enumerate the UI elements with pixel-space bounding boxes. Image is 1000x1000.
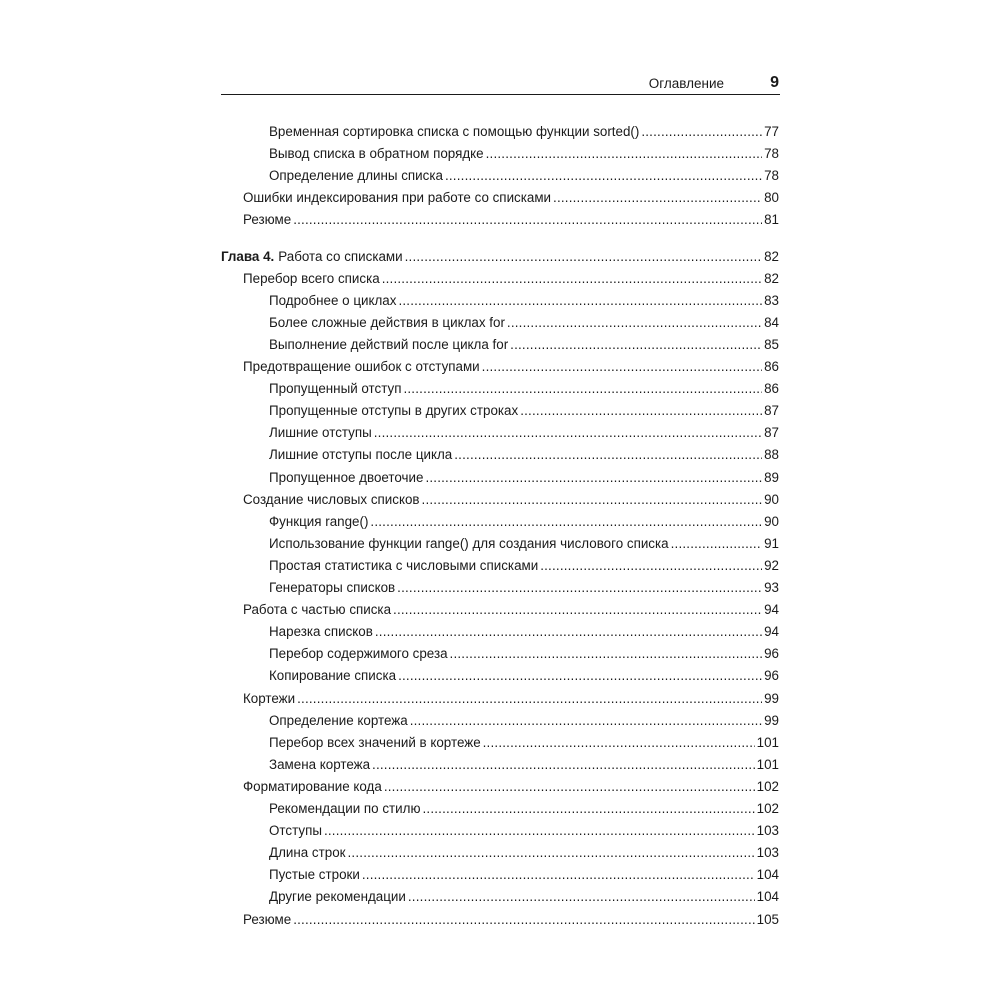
toc-entry [221, 247, 779, 267]
toc-entry [221, 556, 779, 576]
dot-leader [671, 534, 762, 554]
dot-leader [423, 799, 755, 819]
toc-entry [221, 821, 779, 841]
dot-leader [486, 144, 762, 164]
dot-leader [375, 622, 762, 642]
toc-entry-page: 82 [764, 248, 779, 264]
running-header [221, 74, 780, 95]
toc-entry-page: 103 [756, 845, 779, 861]
toc-entry [221, 144, 779, 164]
toc-entry-title: Простая статистика с числовыми списками [269, 557, 539, 573]
toc-entry [221, 122, 779, 142]
toc-entry [221, 622, 779, 642]
toc-entry-title: Рекомендации по стилю [269, 801, 421, 816]
toc-entry-page: 77 [764, 124, 779, 139]
toc-entry-page: 99 [764, 690, 779, 706]
dot-leader [362, 865, 755, 885]
toc-entry-page: 93 [764, 580, 779, 595]
toc-entry [221, 865, 779, 885]
toc-entry-page: 94 [764, 602, 779, 618]
chapter-label: Глава 4. [221, 248, 275, 264]
toc-entry [221, 269, 779, 289]
toc-entry-page: 80 [764, 190, 779, 206]
toc-entry-page: 104 [756, 889, 779, 905]
toc-entry [221, 644, 779, 664]
toc-entry [221, 843, 779, 863]
toc-entry [221, 335, 779, 355]
toc-entry-title: Нарезка списков [269, 624, 373, 640]
dot-leader [510, 335, 762, 355]
dot-leader [553, 188, 762, 208]
dot-leader [393, 600, 762, 620]
dot-leader [297, 689, 762, 709]
toc-entry-title: Резюме [243, 911, 292, 927]
dot-leader [483, 733, 755, 753]
toc-entry-title: Подробнее о циклах [269, 292, 397, 308]
toc-entry [221, 512, 779, 532]
toc-entry-page: 94 [764, 624, 779, 640]
header-title: Оглавление [648, 76, 724, 91]
dot-leader [540, 556, 762, 576]
dot-leader [382, 269, 762, 289]
dot-leader [520, 401, 762, 421]
dot-leader [397, 578, 762, 598]
toc-entry-page: 87 [764, 403, 779, 419]
toc-entry-title: Определение кортежа [269, 712, 408, 728]
toc-entry-title: Функция range() [269, 513, 369, 529]
toc-entry-title: Длина строк [269, 845, 346, 861]
toc-entry-title: Отступы [269, 823, 322, 839]
toc-entry-page: 96 [764, 668, 779, 684]
dot-leader [370, 512, 762, 532]
toc-entry [221, 313, 779, 333]
toc-entry-title: Перебор содержимого среза [269, 646, 448, 662]
toc-entry-title: Форматирование кода [243, 778, 382, 794]
toc-entry-page: 102 [756, 778, 779, 794]
toc-entry [221, 534, 779, 554]
toc-entry-title: Работа со списками [278, 248, 403, 264]
toc-entry-title: Замена кортежа [269, 756, 371, 772]
toc-entry [221, 733, 779, 753]
toc-entry-page: 101 [756, 756, 779, 772]
dot-leader [398, 291, 762, 311]
toc-entry-title: Определение длины списка [269, 168, 443, 184]
dot-leader [405, 247, 762, 267]
toc-entry-title: Использование функции range() для создания числового списка [269, 535, 669, 551]
dot-leader [482, 357, 762, 377]
dot-leader [445, 166, 762, 186]
toc-entry [221, 188, 779, 208]
toc-entry [221, 799, 779, 819]
toc-entry-title: Пропущенный отступ [269, 381, 402, 397]
toc-entry [221, 689, 779, 709]
toc-entry-title: Пропущенное двоеточие [269, 469, 424, 485]
toc-entry [221, 600, 779, 620]
dot-leader [293, 910, 754, 930]
dot-leader [425, 468, 762, 488]
page-number: 9 [770, 74, 779, 91]
toc-entry [221, 423, 779, 443]
toc-entry-page: 85 [764, 336, 779, 352]
toc-entry-page: 103 [756, 823, 779, 839]
toc-entry-title: Копирование списка [269, 668, 397, 684]
toc-entry [221, 777, 779, 797]
toc-entry [221, 578, 779, 598]
toc-entry-title: Генераторы списков [269, 580, 396, 595]
toc-entry-page: 105 [756, 911, 779, 927]
toc-entry-page: 86 [764, 359, 779, 374]
dot-leader [398, 666, 762, 686]
toc-entry-page: 96 [764, 646, 779, 662]
toc-entry-page: 102 [756, 801, 779, 816]
toc-entry-page: 91 [764, 535, 779, 551]
toc-entry-page: 89 [764, 469, 779, 485]
toc-entry-page: 86 [764, 381, 779, 397]
dot-leader [454, 445, 762, 465]
toc-entry-page: 78 [764, 146, 779, 162]
toc-entry-title: Пропущенные отступы в других строках [269, 403, 519, 419]
dot-leader [372, 755, 755, 775]
toc-entry-title: Перебор всего списка [243, 270, 380, 286]
toc-entry-title: Лишние отступы [269, 425, 372, 441]
toc-entry [221, 401, 779, 421]
dot-leader [324, 821, 755, 841]
toc-entry-title: Более сложные действия в циклах for [269, 314, 505, 330]
toc-entry-title: Работа с частью списка [243, 602, 392, 618]
toc-entry [221, 666, 779, 686]
toc-entry-title: Другие рекомендации [269, 889, 406, 905]
dot-leader [422, 490, 763, 510]
toc-entry-page: 78 [764, 168, 779, 184]
toc-entry-title: Предотвращение ошибок с отступами [243, 359, 480, 374]
toc-entry [221, 445, 779, 465]
toc-entry-page: 88 [764, 447, 779, 463]
toc-entry-title: Выполнение действий после цикла for [269, 336, 509, 352]
toc-entry-page: 83 [764, 292, 779, 308]
dot-leader [408, 887, 755, 907]
toc-entry-page: 81 [764, 212, 779, 228]
dot-leader [384, 777, 755, 797]
toc-entry-page: 92 [764, 557, 779, 573]
toc-entry [221, 166, 779, 186]
toc-entry-page: 90 [764, 491, 779, 507]
toc-entry-page: 104 [756, 867, 779, 883]
toc-entry-title: Пустые строки [269, 867, 360, 883]
toc-entry [221, 468, 779, 488]
dot-leader [641, 122, 762, 142]
toc-entry-page: 99 [764, 712, 779, 728]
toc-entry [221, 379, 779, 399]
toc-entry-title: Перебор всех значений в кортеже [269, 734, 481, 750]
toc-entry [221, 910, 779, 930]
toc-entry [221, 357, 779, 377]
toc-entry-title: Резюме [243, 212, 292, 228]
dot-leader [374, 423, 762, 443]
toc-entry-page: 101 [756, 734, 779, 750]
toc-entry [221, 291, 779, 311]
dot-leader [348, 843, 755, 863]
toc-entry-page: 82 [764, 270, 779, 286]
dot-leader [410, 711, 762, 731]
dot-leader [403, 379, 762, 399]
toc-entry-title: Вывод списка в обратном порядке [269, 146, 484, 162]
toc-entry [221, 490, 779, 510]
dot-leader [293, 210, 762, 230]
toc-entry [221, 711, 779, 731]
toc-entry-title: Временная сортировка списка с помощью функции sorted() [269, 124, 640, 139]
toc-entry [221, 755, 779, 775]
toc-entry-title: Ошибки индексирования при работе со списками [243, 190, 552, 206]
toc-entry [221, 210, 779, 230]
toc-entry-title: Лишние отступы после цикла [269, 447, 453, 463]
toc-entry-page: 90 [764, 513, 779, 529]
toc-entry-title: Создание числовых списков [243, 491, 420, 507]
toc-entry-title: Кортежи [243, 690, 296, 706]
toc-entry-page: 87 [764, 425, 779, 441]
toc-entry-page: 84 [764, 314, 779, 330]
dot-leader [507, 313, 762, 333]
dot-leader [450, 644, 763, 664]
toc-entry [221, 887, 779, 907]
